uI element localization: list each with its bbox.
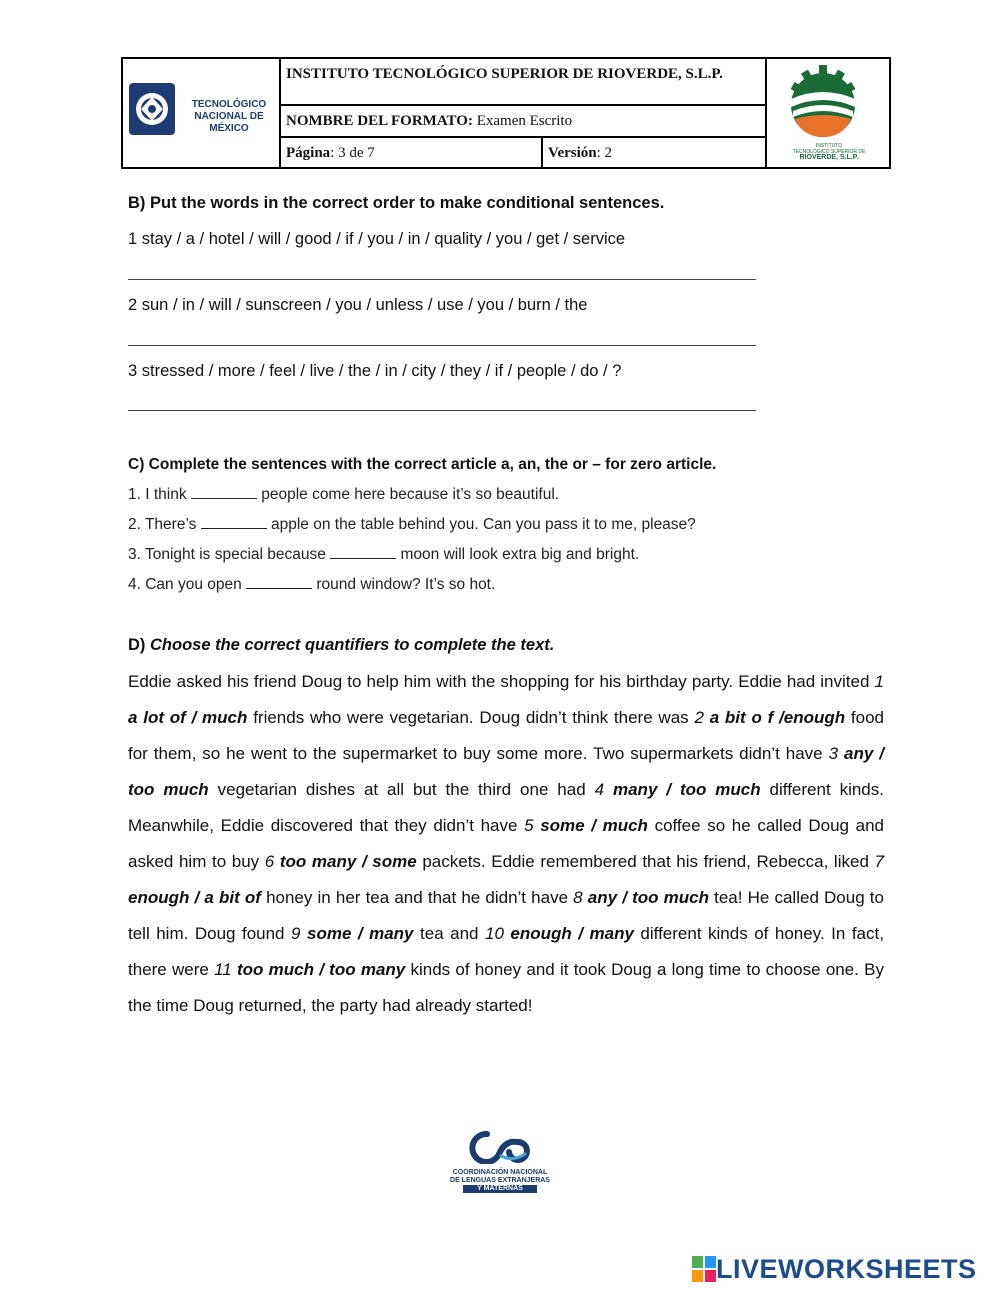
gap-number: 3 xyxy=(828,744,839,763)
header-table xyxy=(121,57,891,169)
answer-line[interactable] xyxy=(128,410,756,411)
section-d-title: D) Choose the correct quantifiers to complete the text. xyxy=(128,636,555,654)
section-c-item-1: 1. I think people come here because it’s so beautiful. xyxy=(128,486,560,503)
section-b-item-1: 1 stay / a / hotel / will / good / if / you / in / quality / you / get / service xyxy=(128,230,626,248)
section-c-title: C) Complete the sentences with the correct article a, an, the or – for zero article. xyxy=(128,456,717,473)
itsr-logo-text: INSTITUTO TECNOLÓGICO SUPERIOR DE RIOVERDE, S.L.P. xyxy=(792,143,866,161)
page-number: Página: 3 de 7 xyxy=(286,145,375,161)
section-c-item-2: 2. There’s apple on the table behind you. Can you pass it to me, please? xyxy=(128,516,696,533)
live-badge-icon xyxy=(692,1256,716,1282)
institute-name: INSTITUTO TECNOLÓGICO SUPERIOR DE RIOVERDE, S.L.P. xyxy=(286,66,723,82)
gap-number: 10 xyxy=(485,924,504,943)
article-blank[interactable] xyxy=(330,546,396,559)
quantifier-choice[interactable]: any / too much xyxy=(128,744,884,799)
quantifier-choice[interactable]: a lot of / much xyxy=(128,708,248,727)
cnl-text: COORDINACIÓN NACIONAL DE LENGUAS EXTRANJERAS Y MATERNAS xyxy=(450,1169,550,1192)
gap-number: 8 xyxy=(573,888,583,907)
table-divider xyxy=(279,59,281,167)
cnl-logo xyxy=(440,1130,560,1200)
section-d-text: Eddie asked his friend Doug to help him with the shopping for his birthday party. Eddie had invited 1 a lot of / much friends who were vegetarian. Doug didn’t think there was 2 a bit o f /enough food for them, so he went to the supermarket to buy some more. Two supermarkets didn’t have 3 any / too much vegetarian dishes at all but the third one had 4 many / too much different kinds. Meanwhile, Eddie discovered that they didn’t have 5 some / much coffee so he called Doug and asked him to buy 6 too many / some packets. Eddie remembered that his friend, Rebecca, liked 7 enough / a bit of honey in her tea and that he didn’t have 8 any / too much tea! He called Doug to tell him. Doug found 9 some / many tea and 10 enough / many different kinds of honey. In fact, there were 11 too much / too many kinds of honey and it took Doug a long time to choose one. By the time Doug returned, the party had already started! xyxy=(128,672,884,1015)
cnl-swirl-icon xyxy=(465,1130,535,1164)
section-c-item-3: 3. Tonight is special because moon will look extra big and bright. xyxy=(128,546,640,563)
table-divider xyxy=(281,104,765,106)
tecnm-logo xyxy=(127,79,277,149)
gap-number: 1 xyxy=(874,672,884,691)
quantifier-choice[interactable]: many / too much xyxy=(612,780,761,799)
article-blank[interactable] xyxy=(246,576,312,589)
gap-number: 2 xyxy=(694,708,704,727)
gap-number: 4 xyxy=(594,780,605,799)
article-blank[interactable] xyxy=(201,516,267,529)
article-blank[interactable] xyxy=(191,486,257,499)
gap-number: 7 xyxy=(874,852,884,871)
quantifier-choice[interactable]: a bit o f /enough xyxy=(709,708,846,727)
quantifier-choice[interactable]: some / many xyxy=(306,924,414,943)
brand-name: LIVEWORKSHEETS xyxy=(716,1253,977,1284)
section-b-title: B) Put the words in the correct order to make conditional sentences. xyxy=(128,194,665,212)
quantifier-choice[interactable]: too many / some xyxy=(279,852,417,871)
quantifier-choice[interactable]: some / much xyxy=(540,816,648,835)
quantifier-choice[interactable]: too much / too many xyxy=(236,960,406,979)
gap-number: 9 xyxy=(291,924,301,943)
quantifier-choice[interactable]: any / too much xyxy=(587,888,709,907)
gap-number: 5 xyxy=(524,816,534,835)
tecnm-logo-text: TECNOLÓGICO NACIONAL DE MÉXICO xyxy=(191,99,267,134)
itsr-gear-icon xyxy=(773,63,885,143)
gap-number: 11 xyxy=(214,960,232,979)
table-divider xyxy=(765,59,767,167)
format-name: NOMBRE DEL FORMATO: Examen Escrito xyxy=(286,113,573,129)
tecnm-gear-icon xyxy=(127,79,177,139)
table-divider xyxy=(541,136,543,167)
answer-line[interactable] xyxy=(128,345,756,346)
gap-number: 6 xyxy=(264,852,275,871)
table-divider xyxy=(281,136,765,138)
version: Versión: 2 xyxy=(548,145,613,161)
liveworksheets-brand[interactable] xyxy=(692,1254,977,1284)
quantifier-choice[interactable]: enough / a bit of xyxy=(128,888,261,907)
section-c-item-4: 4. Can you open round window? It’s so hot. xyxy=(128,576,496,593)
section-b-item-3: 3 stressed / more / feel / live / the / in / city / they / if / people / do / ? xyxy=(128,362,622,380)
section-b-item-2: 2 sun / in / will / sunscreen / you / unless / use / you / burn / the xyxy=(128,296,588,314)
itsr-logo xyxy=(773,63,885,163)
quantifier-choice[interactable]: enough / many xyxy=(510,924,634,943)
answer-line[interactable] xyxy=(128,279,756,280)
